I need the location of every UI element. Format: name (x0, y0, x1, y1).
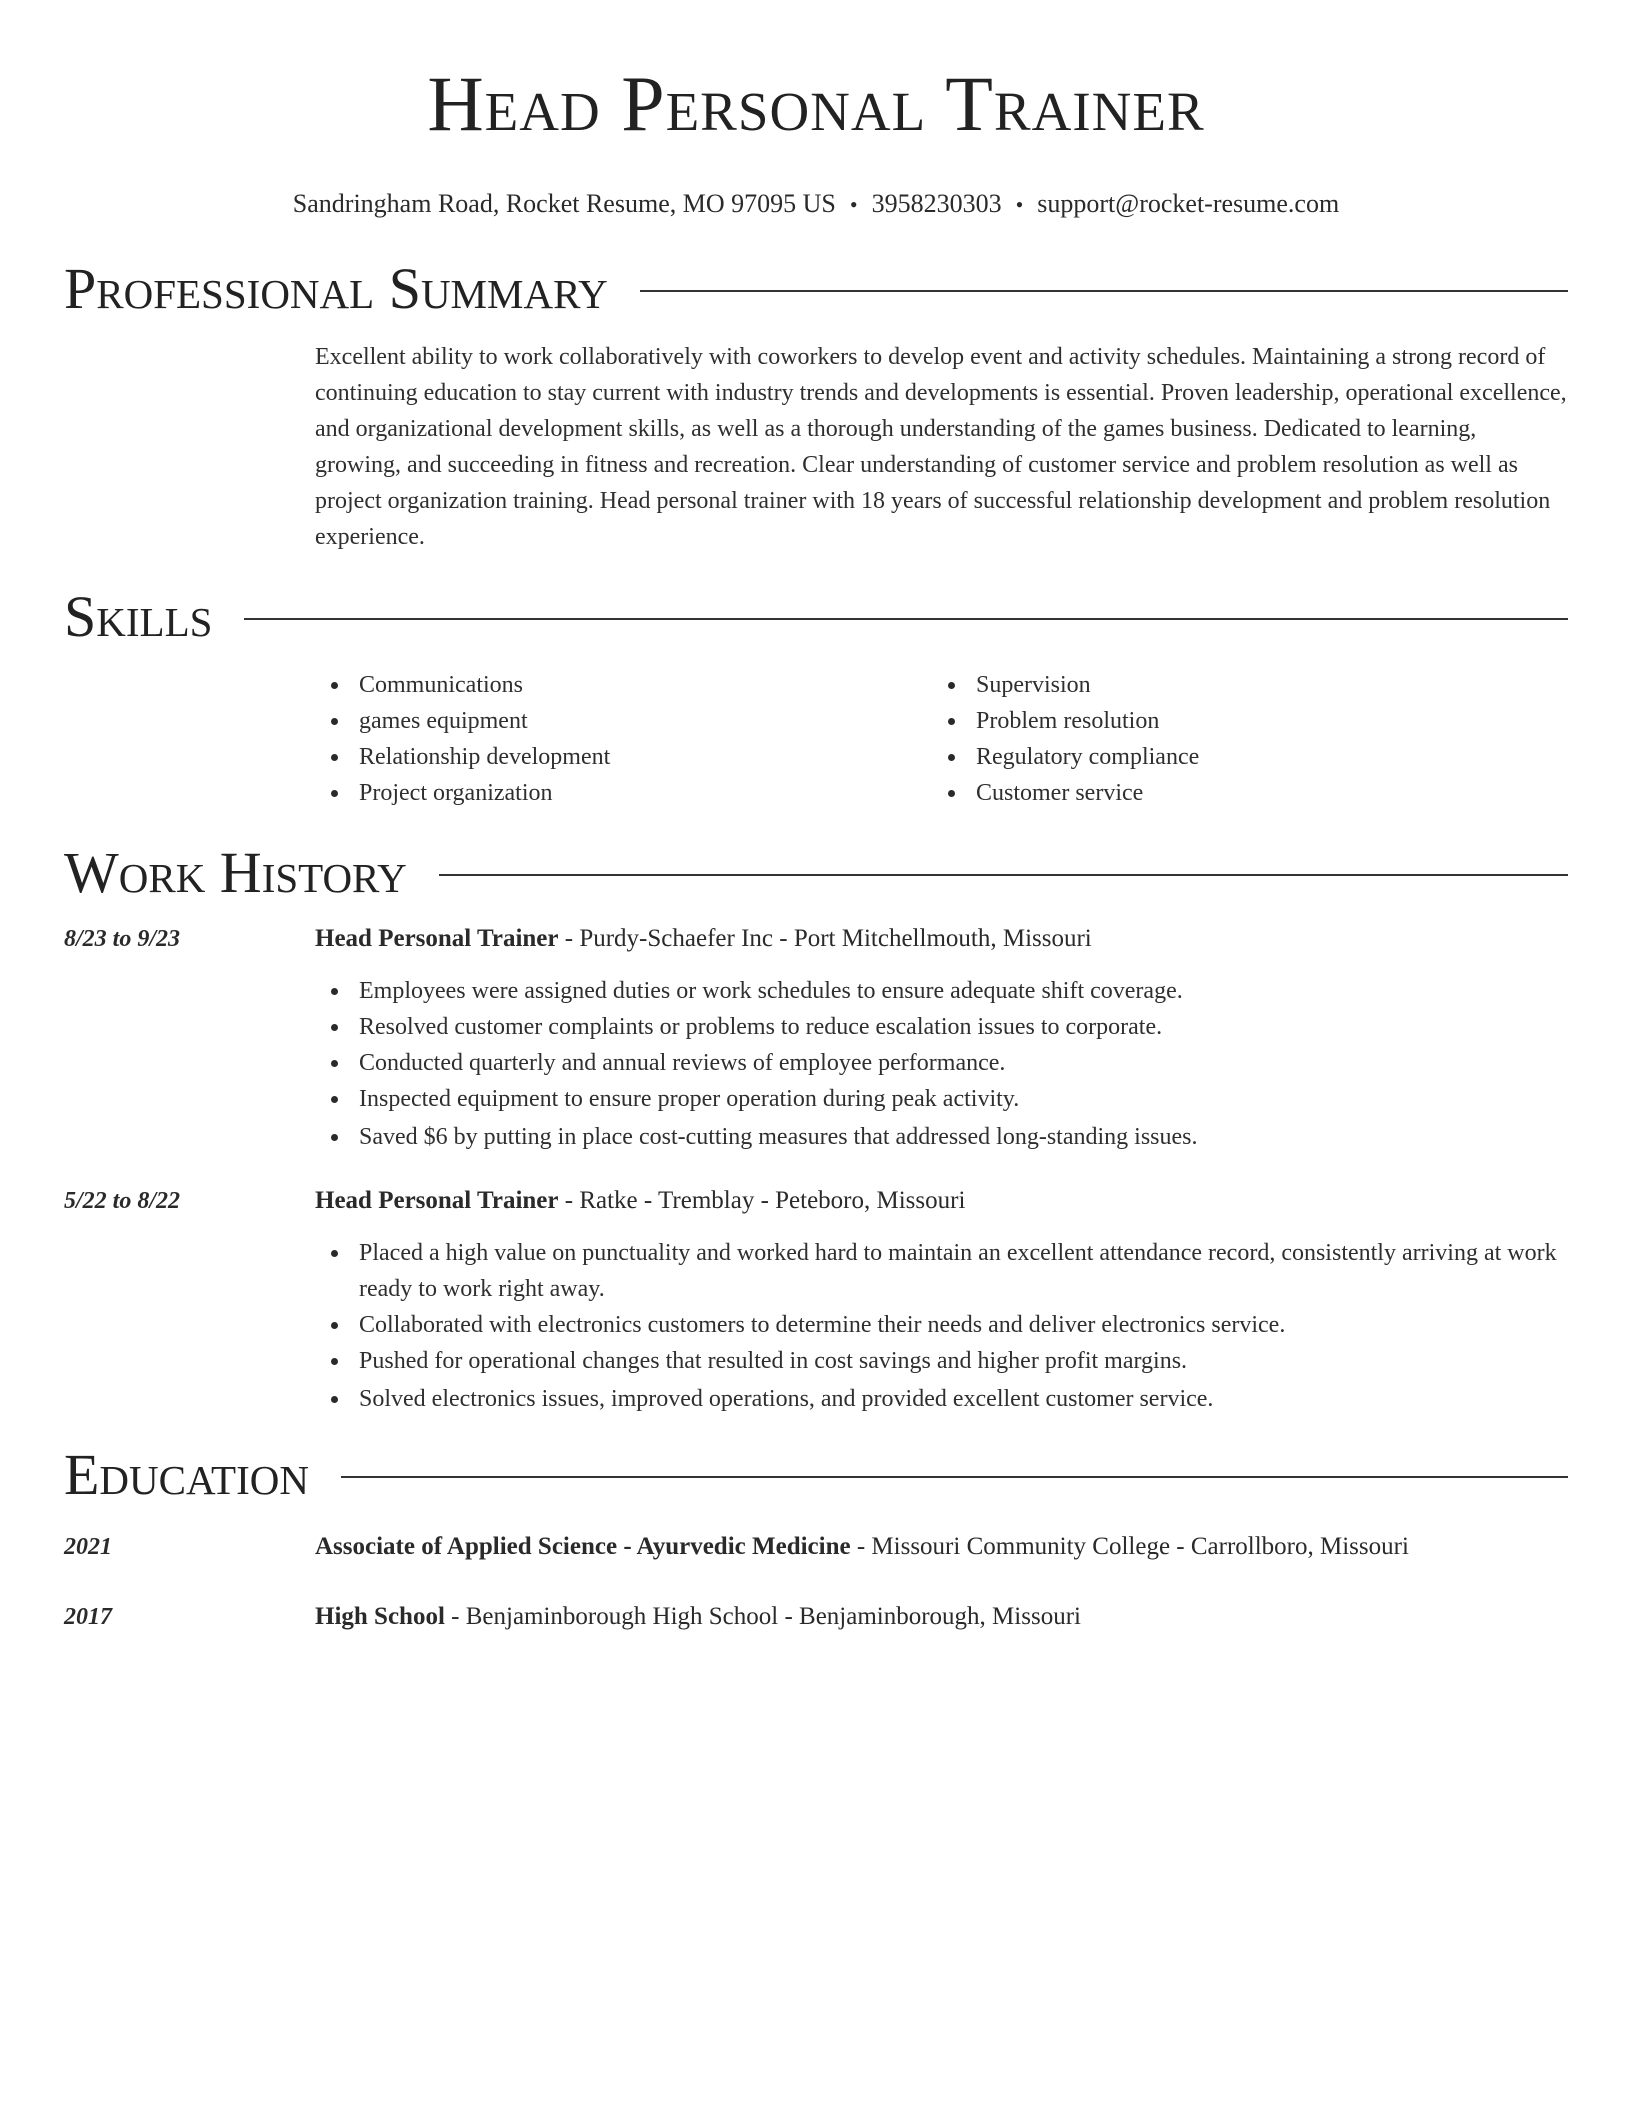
skill-item: Supervision (932, 667, 1549, 703)
separator-dot: • (1015, 192, 1024, 217)
job-title-line (315, 921, 1568, 957)
skill-item: Project organization (315, 775, 932, 811)
job-details (315, 921, 1568, 1155)
skill-item: Customer service (932, 775, 1549, 811)
summary-section-header (64, 257, 1568, 321)
skills-section-header (64, 585, 1568, 649)
skill-item: Communications (315, 667, 932, 703)
phone: 3958230303 (871, 189, 1002, 218)
job-bullets (315, 973, 1568, 1155)
job-bullet: Employees were assigned duties or work schedules to ensure adequate shift coverage. (315, 973, 1568, 1009)
address: Sandringham Road, Rocket Resume, MO 97095 US (292, 189, 836, 218)
skill-item: Regulatory compliance (932, 739, 1549, 775)
skills-column-right (932, 667, 1549, 811)
work-section-header (64, 841, 1568, 905)
education-line (315, 1599, 1568, 1635)
skill-item: Problem resolution (932, 703, 1549, 739)
skills-column-left (315, 667, 932, 811)
skills-heading: Skills (64, 584, 213, 649)
education-degree: High School (315, 1603, 445, 1630)
resume-title: Head Personal Trainer (427, 60, 1205, 147)
job-role: Head Personal Trainer (315, 925, 559, 952)
education-degree: Associate of Applied Science - Ayurvedic Medicine (315, 1533, 851, 1560)
job-bullet: Pushed for operational changes that resulted in cost savings and higher profit margins. (315, 1343, 1568, 1379)
job-bullet: Resolved customer complaints or problems to reduce escalation issues to corporate. (315, 1009, 1568, 1045)
education-entry (64, 1599, 1568, 1635)
skill-item: games equipment (315, 703, 932, 739)
email: support@rocket-resume.com (1037, 189, 1340, 218)
summary-body (315, 339, 1568, 555)
job-bullet: Inspected equipment to ensure proper operation during peak activity. (315, 1081, 1568, 1117)
job-employer: - Purdy-Schaefer Inc - Port Mitchellmouth, Missouri (558, 925, 1092, 952)
skill-item: Relationship development (315, 739, 932, 775)
education-year: 2021 (64, 1534, 112, 1560)
education-school: - Missouri Community College - Carrollboro, Missouri (850, 1533, 1409, 1560)
section-divider (244, 618, 1568, 620)
job-role: Head Personal Trainer (315, 1187, 559, 1214)
section-divider (439, 874, 1568, 876)
skills-list (315, 667, 1568, 811)
section-divider (341, 1476, 1568, 1478)
section-divider (640, 290, 1568, 292)
job-dates: 5/22 to 8/22 (64, 1188, 181, 1214)
job-details (315, 1183, 1568, 1417)
job-bullets (315, 1235, 1568, 1417)
job-bullet: Solved electronics issues, improved operations, and provided excellent customer service. (315, 1381, 1568, 1417)
job-bullet: Collaborated with electronics customers to determine their needs and deliver electronics service. (315, 1307, 1568, 1343)
summary-text: Excellent ability to work collaboratively with coworkers to develop event and activity schedules. Maintaining a strong record of continuing education to stay current with industry trends and developments is essential. Proven leadership, operational excellence, and organizational development skills, as well as a thorough understanding of the games business. Dedicated to learning, growing, and succeeding in fitness and recreation. Clear understanding of customer service and problem resolution as well as project organization training. Head personal trainer with 18 years of successful relationship development and problem resolution experience. (315, 344, 1567, 550)
job-bullet: Conducted quarterly and annual reviews of employee performance. (315, 1045, 1568, 1081)
job-bullet: Saved $6 by putting in place cost-cutting measures that addressed long-standing issues. (315, 1119, 1568, 1155)
job-employer: - Ratke - Tremblay - Peteboro, Missouri (558, 1187, 966, 1214)
education-section-header (64, 1443, 1568, 1507)
education-heading: Education (64, 1442, 309, 1507)
work-heading: Work History (64, 840, 407, 905)
education-details (315, 1529, 1568, 1565)
education-line (315, 1529, 1568, 1565)
summary-heading: Professional Summary (64, 256, 608, 321)
separator-dot: • (849, 192, 858, 217)
job-bullet: Placed a high value on punctuality and worked hard to maintain an excellent attendance record, consistently arriving at work ready to work right away. (315, 1235, 1568, 1307)
education-school: - Benjaminborough High School - Benjaminborough, Missouri (444, 1603, 1081, 1630)
job-entry (64, 1183, 1568, 1417)
education-details (315, 1599, 1568, 1635)
job-entry (64, 921, 1568, 1155)
education-year: 2017 (64, 1604, 112, 1630)
contact-line (64, 188, 1568, 221)
job-dates: 8/23 to 9/23 (64, 926, 181, 952)
job-title-line (315, 1183, 1568, 1219)
education-entry (64, 1529, 1568, 1565)
